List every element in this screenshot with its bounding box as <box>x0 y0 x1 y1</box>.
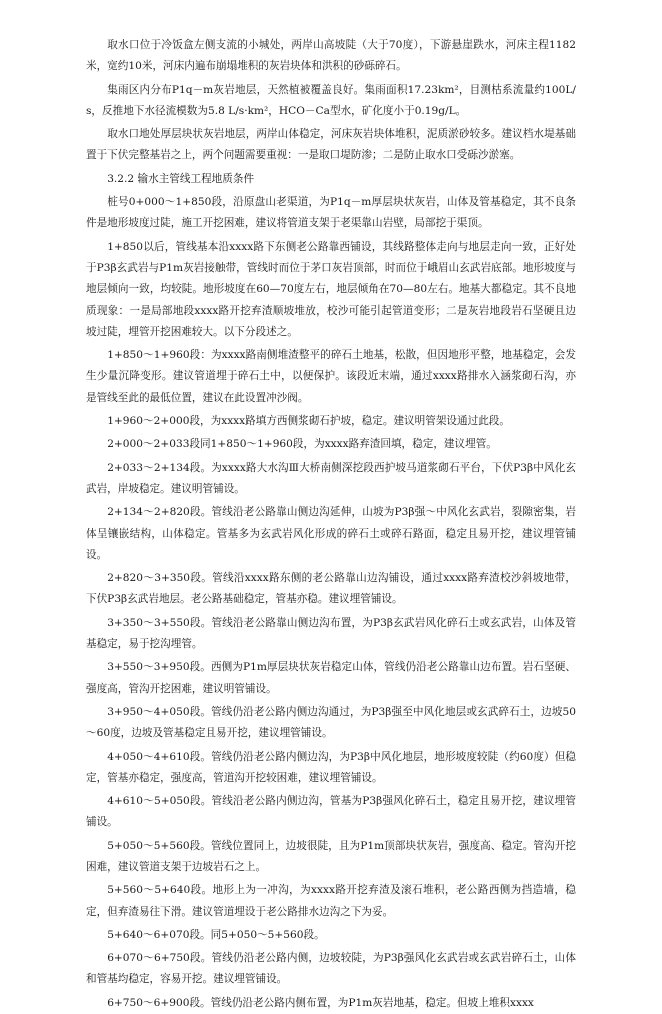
segment-paragraph: 1+850以后，管线基本沿xxxx路下东侧老公路靠西铺设，其线路整体走向与地层走向一致，正好处于P3β玄武岩与P1m灰岩接触带，管线时而位于茅口灰岩顶部，时而位于峨眉山玄武岩底部。地形坡度与地层倾向一致，均较陡。地形坡度在60—70度左右，地层倾角在70—80左右。地基大都稳定。其不良地质现象：一是局部地段xxxx路开挖弃渣顺坡堆放，校沙可能引起管道变形；二是灰岩地段岩石坚硬且边坡过陡，埋管开挖困难较大。以下分段述之。 <box>86 240 576 338</box>
segment-paragraph: 4+610～5+050段。管线沿老公路内侧边沟，管基为P3β强风化碎石土，稳定且易开挖，建议埋管铺设。 <box>86 795 576 829</box>
segment-paragraph: 3+550～3+950段。西侧为P1m厚层块状灰岩稳定山体，管线仍沿老公路靠山边布置。岩石坚硬、强度高，管沟开挖困难，建议明管铺设。 <box>86 661 576 695</box>
paragraph-catchment: 集雨区内分布P1q－m灰岩地层，天然植被覆盖良好。集雨面积17.23km²，目测枯系流量约100L/s，反推地下水径流模数为5.8 L/s·km²，HCO－Ca型水，矿化度小于0.19g/L。 <box>86 83 576 117</box>
segment-paragraph: 1+850～1+960段：为xxxx路南侧堆渣整平的碎石土地基，松散，但因地形平整，地基稳定，会发生少量沉降变形。建议管道埋于碎石土中，以便保护。该段近末端，通过xxxx路排水入涵浆砌石沟，亦是管线至此的最低位置，建议在此设置冲沙阀。 <box>86 349 576 404</box>
segment-paragraph: 2+134～2+820段。管线沿老公路靠山侧边沟延伸，山坡为P3β强～中风化玄武岩，裂隙密集，岩体呈镶嵌结构，山体稳定。管基多为玄武岩风化形成的碎石土或碎石路面，稳定且易开挖，建议埋管铺设。 <box>86 506 576 561</box>
segment-paragraph: 2+820～3+350段。管线沿xxxx路东侧的老公路靠山边沟铺设，通过xxxx路弃渣校沙斜坡地带，下伏P3β玄武岩地层。老公路基础稳定，管基亦稳。建议埋管铺设。 <box>86 572 576 606</box>
segment-paragraph: 5+050～5+560段。管线位置同上，边坡很陡，且为P1m顶部块状灰岩，强度高、稳定。管沟开挖困难，建议管道支架于边坡岩石之上。 <box>86 839 576 873</box>
segment-paragraph: 3+950～4+050段。管线仍沿老公路内侧边沟通过，为P3β强至中风化地层或玄武碎石土，边坡50～60度，边坡及管基稳定且易开挖，建议埋管铺设。 <box>86 705 576 740</box>
segment-paragraph: 1+960～2+000段，为xxxx路填方西侧浆砌石护坡，稳定。建议明管架设通过此段。 <box>107 415 510 428</box>
segment-paragraph: 桩号0+000～1+850段，沿原盘山老渠道，为P1q－m厚层块状灰岩，山体及管基稳定，其不良条件是地形坡度过陡，施工开挖困难，建议将管道支架于老渠靠山岩壁，局部挖于渠顶。 <box>86 196 576 230</box>
segment-paragraph: 5+640～6+070段。同5+050～5+560段。 <box>107 928 325 941</box>
section-heading: 3.2.2 输水主管线工程地质条件 <box>107 172 255 185</box>
segment-paragraph: 2+000～2+033段同1+850～1+960段，为xxxx路弃渣回填，稳定，建议埋管。 <box>107 438 497 451</box>
paragraph-intro-water-intake: 取水口位于冷饭盒左侧支流的小城处，两岸山高坡陡（大于70度），下游悬崖跌水，河床主程1182米，宽约10米，河床内遍布崩塌堆积的灰岩块体和洪积的砂砾碎石。 <box>86 39 576 73</box>
segment-paragraph: 4+050～4+610段。管线仍沿老公路内侧边沟，为P3β中风化地层，地形坡度较陡（约60度）但稳定，管基亦稳定，强度高，管道沟开挖较困难，建议埋管铺设。 <box>86 750 576 784</box>
segment-paragraph: 6+070～6+750段。管线仍沿老公路内侧，边坡较陡，为P3β强风化玄武岩或玄武岩碎石土，山体和管基均稳定，容易开挖。建议埋管铺设。 <box>86 952 576 986</box>
segment-paragraph: 5+560～5+640段。地形上为一冲沟，为xxxx路开挖弃渣及滚石堆积，老公路西侧为挡造墙，稳定，但弃渣易往下滑。建议管道埋设于老公路排水边沟之下为妥。 <box>86 884 576 918</box>
paragraph-intake-geology: 取水口地处厚层块状灰岩地层，两岸山体稳定，河床灰岩块体堆积，泥质淤砂较多。建议档水堤基础置于下伏完整基岩之上，两个问题需要重视：一是取口堤防渗；二是防止取水口受砾沙淤塞。 <box>86 128 576 162</box>
segment-paragraph: 6+750～6+900段。管线仍沿老公路内侧布置，为P1m灰岩地基，稳定。但坡上堆积xxxx <box>107 996 534 1009</box>
segment-paragraph: 3+350～3+550段。管线沿老公路靠山侧边沟布置，为P3β玄武岩风化碎石土或玄武岩，山体及管基稳定，易于挖沟埋管。 <box>86 616 576 651</box>
segment-paragraph: 2+033～2+134段。为xxxx路大水沟Ⅲ大桥南侧深挖段西护坡马道浆砌石平台，下伏P3β中风化玄武岩，岸坡稳定。建议明管铺设。 <box>86 461 576 495</box>
